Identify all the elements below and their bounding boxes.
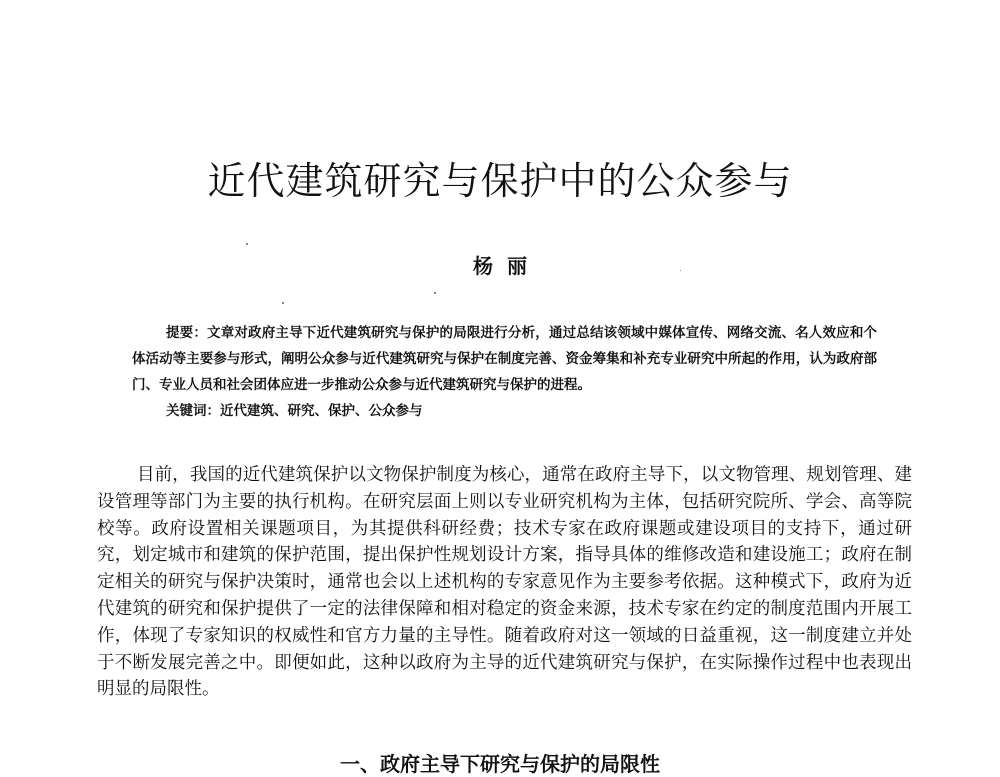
paper-title: 近代建筑研究与保护中的公众参与: [207, 159, 793, 203]
keywords-text: 近代建筑、研究、保护、公众参与: [220, 403, 423, 419]
author-name: 杨丽: [473, 254, 541, 278]
abstract-block: [132, 320, 877, 424]
scan-speck: [680, 270, 681, 271]
keywords-line: [132, 398, 877, 424]
section-heading: 一、政府主导下研究与保护的局限性: [340, 752, 660, 776]
scan-speck: [282, 302, 284, 304]
abstract-label: 提要：: [166, 325, 208, 341]
scan-speck: [434, 292, 436, 294]
abstract-paragraph: [132, 320, 877, 398]
keywords-label: 关键词：: [166, 403, 220, 419]
body-paragraph: 目前，我国的近代建筑保护以文物保护制度为核心，通常在政府主导下，以文物管理、规划管理、建设管理等部门为主要的执行机构。在研究层面上则以专业研究机构为主体，包括研究院所、学会、高等院校等。政府设置相关课题项目，为其提供科研经费；技术专家在政府课题或建设项目的支持下，通过研究，划定城市和建筑的保护范围，提出保护性规划设计方案，指导具体的维修改造和建设施工；政府在制定相关的研究与保护决策时，通常也会以上述机构的专家意见作为主要参考依据。这种模式下，政府为近代建筑的研究和保护提供了一定的法律保障和相对稳定的资金来源，技术专家在约定的制度范围内开展工作，体现了专家知识的权威性和官方力量的主导性。随着政府对这一领域的日益重视，这一制度建立并处于不断发展完善之中。即便如此，这种以政府为主导的近代建筑研究与保护，在实际操作过程中也表现出明显的局限性。: [97, 465, 912, 700]
abstract-text: 文章对政府主导下近代建筑研究与保护的局限进行分析，通过总结该领域中媒体宣传、网络交流、名人效应和个体活动等主要参与形式，阐明公众参与近代建筑研究与保护在制度完善、资金筹集和补充专业研究中所起的作用，认为政府部门、专业人员和社会团体应进一步推动公众参与近代建筑研究与保护的进程。: [132, 325, 878, 393]
scan-speck: [246, 243, 248, 245]
